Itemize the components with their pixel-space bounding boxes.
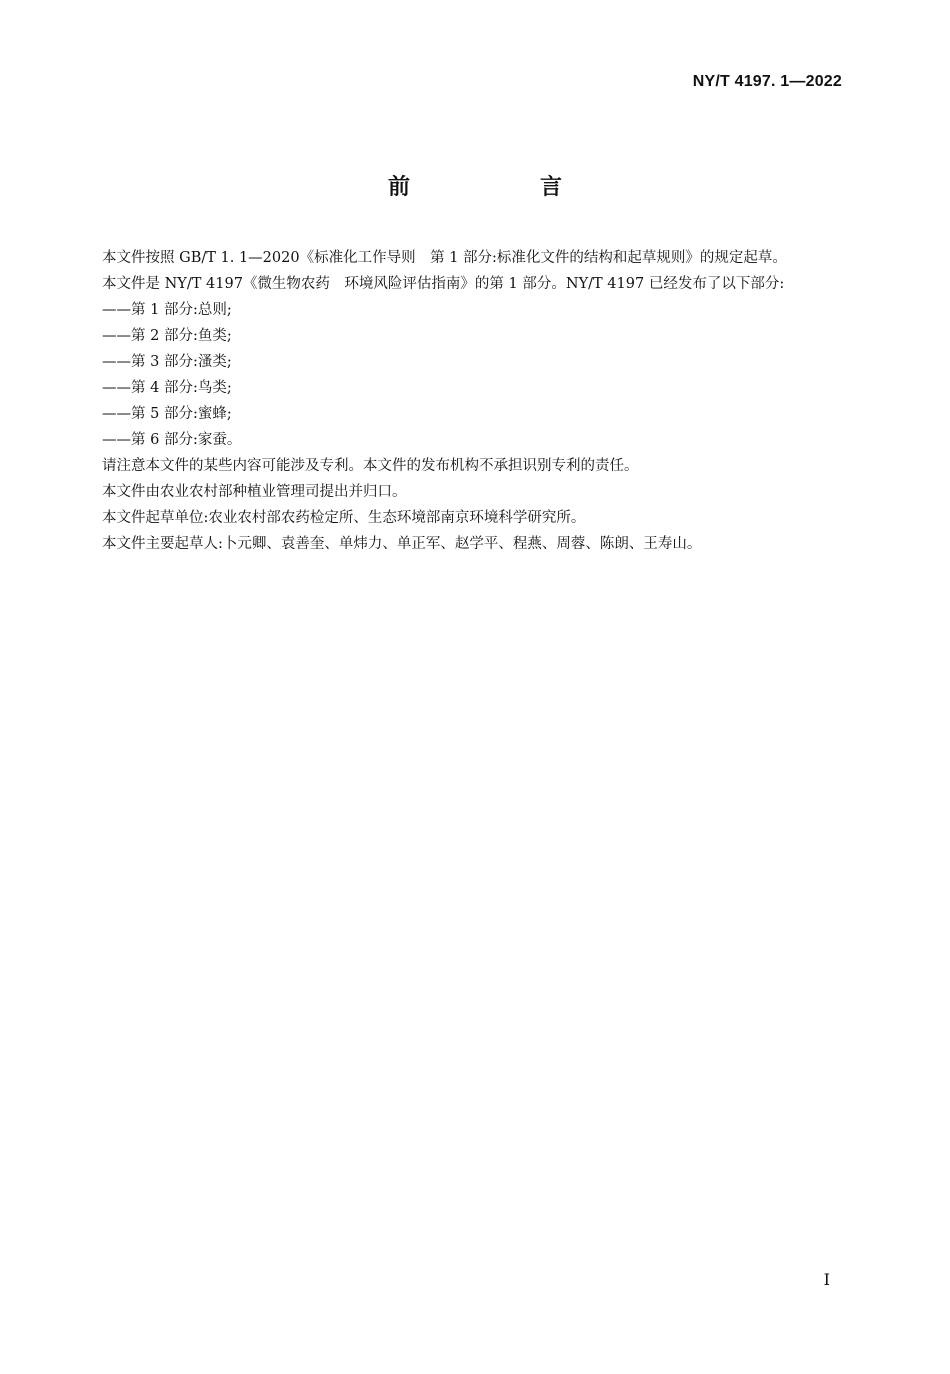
paragraph-drafting-basis: 本文件按照 GB/T 1. 1—2020《标准化工作导则 第 1 部分:标准化文件的结构和起草规则》的规定起草。 — [102, 250, 787, 266]
foreword-body — [73, 245, 843, 557]
paragraph-proposer: 本文件由农业农村部种植业管理司提出并归口。 — [102, 484, 407, 500]
paragraph-series-intro: 本文件是 NY/T 4197《微生物农药 环境风险评估指南》的第 1 部分。NY/T 4197 已经发布了以下部分: — [102, 276, 785, 292]
list-item: ——第 2 部分:鱼类; — [102, 328, 232, 344]
document-code: NY/T 4197. 1—2022 — [692, 73, 842, 90]
list-item: ——第 6 部分:家蚕。 — [102, 432, 242, 448]
parts-list — [73, 297, 843, 453]
list-item: ——第 1 部分:总则; — [102, 302, 232, 318]
list-item: ——第 3 部分:溞类; — [102, 354, 232, 370]
paragraph-drafters: 本文件主要起草人:卜元卿、袁善奎、单炜力、单正军、赵学平、程燕、周蓉、陈朗、王寿山。 — [102, 536, 702, 552]
list-item: ——第 4 部分:鸟类; — [102, 380, 232, 396]
page-title: 前 言 — [387, 175, 616, 200]
list-item: ——第 5 部分:蜜蜂; — [102, 406, 232, 422]
paragraph-patent-notice: 请注意本文件的某些内容可能涉及专利。本文件的发布机构不承担识别专利的责任。 — [102, 458, 639, 474]
paragraph-drafting-units: 本文件起草单位:农业农村部农药检定所、生态环境部南京环境科学研究所。 — [102, 510, 586, 526]
page-number: I — [823, 1270, 830, 1289]
